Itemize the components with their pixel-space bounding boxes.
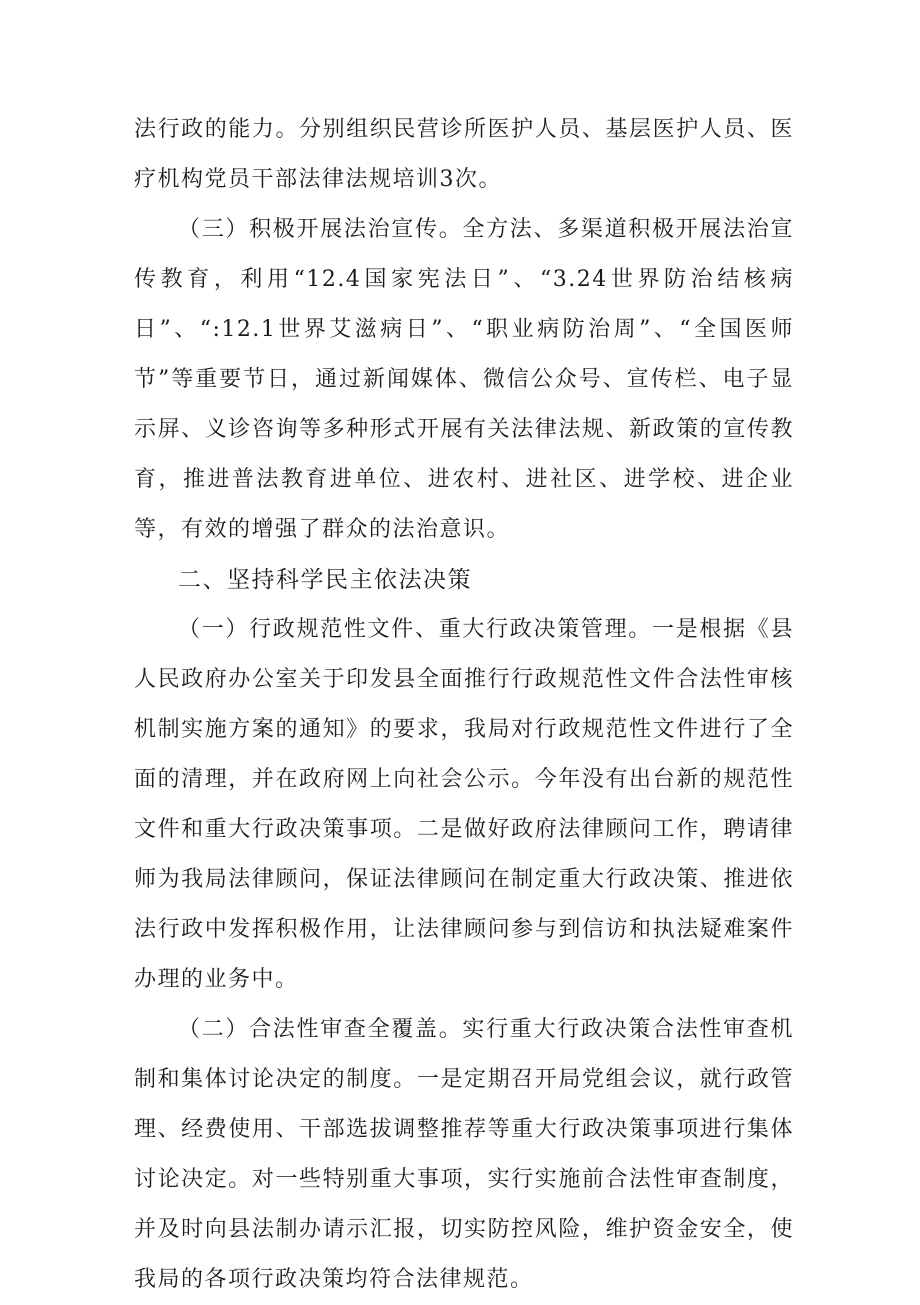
paragraph-legality-review: （二）合法性审查全覆盖。实行重大行政决策合法性审查机制和集体讨论决定的制度。一是定期召开局党组会议，就行政管理、经费使用、干部选拔调整推荐等重大行政决策事项进行集体讨论决定。对一些特别重大事项，实行实施前合法性审查制度，并及时向县法制办请示汇报，切实防控风险，维护资金安全，使我局的各项行政决策均符合法律规范。 [134,1017,794,1292]
paragraph-training: 法行政的能力。分别组织民营诊所医护人员、基层医护人员、医疗机构党员干部法律法规培训3次。 [134,117,794,192]
section-heading: 二、坚持科学民主依法决策 [178,567,472,593]
paragraph-legal-publicity: （三）积极开展法治宣传。全方法、多渠道积极开展法治宣传教育，利用“12.4国家宪法日”、“3.24世界防治结核病日”、“:12.1世界艾滋病日”、“职业病防治周”、“全国医师节”等重要节日，通过新闻媒体、微信公众号、宣传栏、电子显示屏、义诊咨询等多种形式开展有关法律法规、新政策的宣传教育，推进普法教育进单位、进农村、进社区、进学校、进企业等，有效的增强了群众的法治意识。 [134,217,794,542]
paragraph-normative-documents: （一）行政规范性文件、重大行政决策管理。一是根据《县人民政府办公室关于印发县全面推行行政规范性文件合法性审核机制实施方案的通知》的要求，我局对行政规范性文件进行了全面的清理，并在政府网上向社会公示。今年没有出台新的规范性文件和重大行政决策事项。二是做好政府法律顾问工作，聘请律师为我局法律顾问，保证法律顾问在制定重大行政决策、推进依法行政中发挥积极作用，让法律顾问参与到信访和执法疑难案件办理的业务中。 [134,617,794,992]
document-page [134,105,794,1305]
